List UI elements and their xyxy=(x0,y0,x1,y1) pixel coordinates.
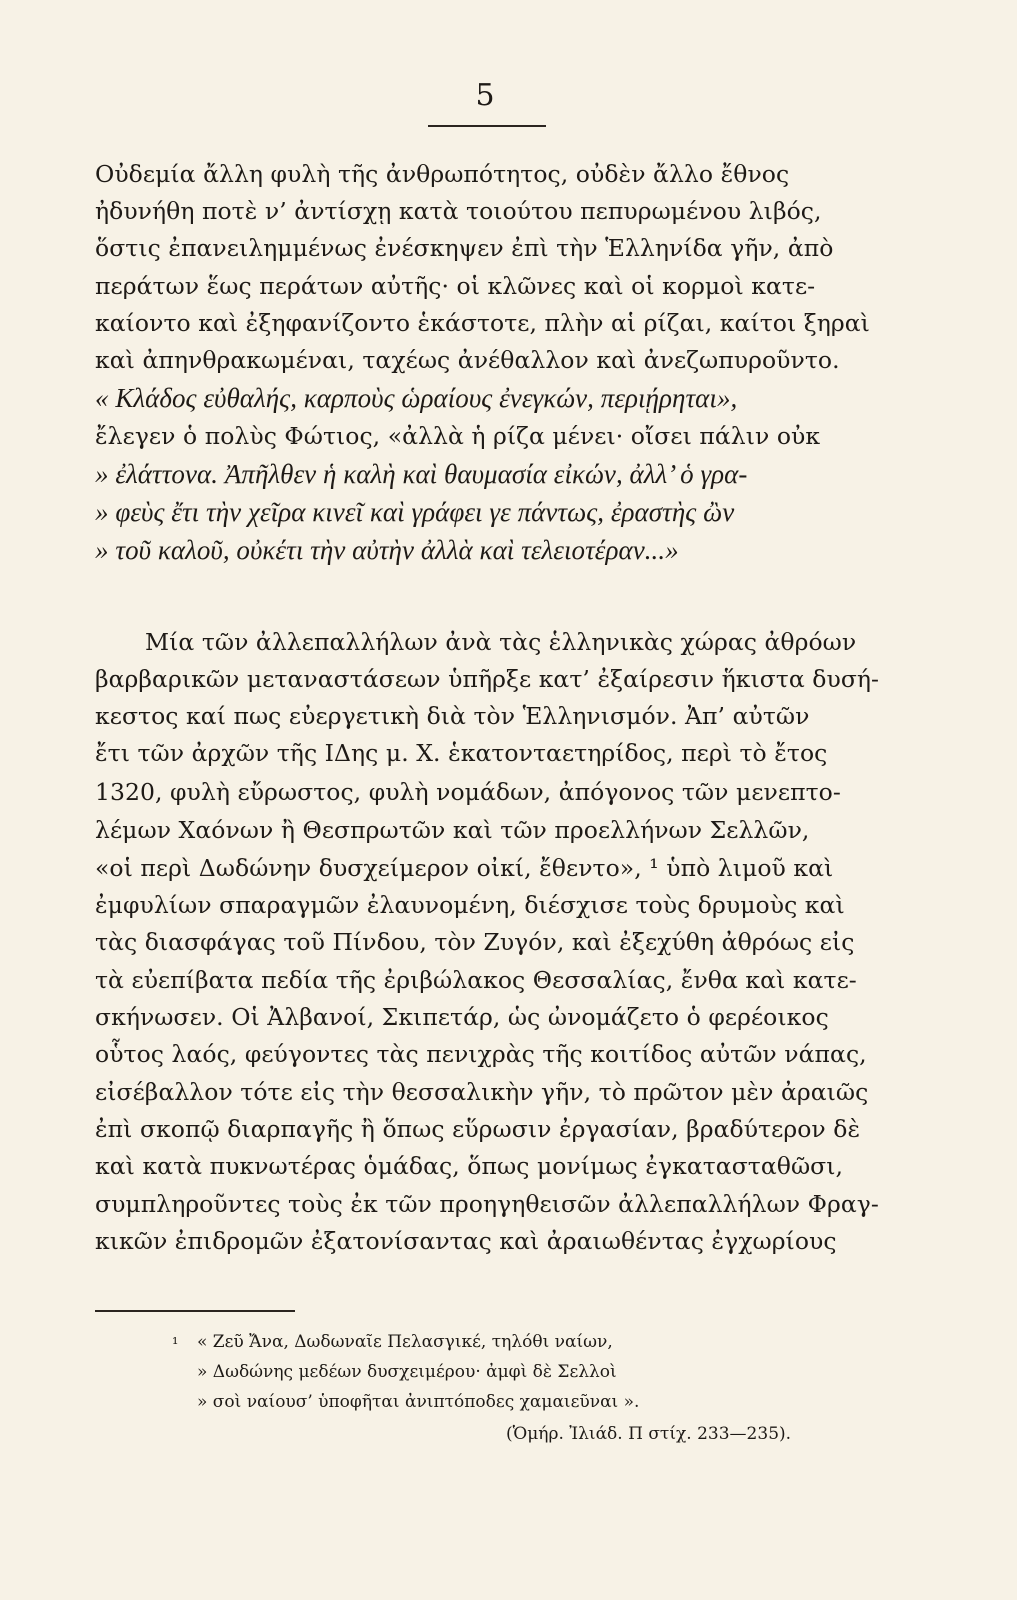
footnote-line: » σοὶ ναίουσ’ ὑποφῆται ἀνιπτόποδες χαμαιεῦναι ». xyxy=(197,1392,640,1412)
text-line: ἐπὶ σκοπῷ διαρπαγῆς ἢ ὅπως εὕρωσιν ἐργασίαν, βραδύτερον δὲ xyxy=(95,1115,861,1143)
quote-line: » τοῦ καλοῦ, οὐκέτι τὴν αὐτὴν ἀλλὰ καὶ τελειοτέραν...» xyxy=(95,535,679,565)
quote-line: » φεὺς ἔτι τὴν χεῖρα κινεῖ καὶ γράφει γε πάντως, ἐραστὴς ὢν xyxy=(95,497,735,527)
footnote-line: » Δωδώνης μεδέων δυσχειμέρου· ἀμφὶ δὲ Σελλοὶ xyxy=(197,1362,617,1382)
text-line: λέμων Χαόνων ἢ Θεσπρωτῶν καὶ τῶν προελλήνων Σελλῶν, xyxy=(95,816,810,844)
text-line: 1320, φυλὴ εὔρωστος, φυλὴ νομάδων, ἀπόγονος τῶν μενεπτο- xyxy=(95,778,841,806)
text-line: Μία τῶν ἀλλεπαλλήλων ἀνὰ τὰς ἑλληνικὰς χώρας ἀθρόων xyxy=(145,628,857,656)
page-number-rule xyxy=(428,125,546,127)
footnote-line: « Ζεῦ Ἄνα, Δωδωναῖε Πελασγικέ, τηλόθι ναίων, xyxy=(197,1332,613,1352)
text-line: τὰς διασφάγας τοῦ Πίνδου, τὸν Ζυγόν, καὶ ἐξεχύθη ἀθρόως εἰς xyxy=(95,928,855,956)
text-line: ἠδυνήθη ποτὲ ν’ ἀντίσχῃ κατὰ τοιούτου πεπυρωμένου λιβός, xyxy=(95,197,822,225)
text-line: Οὐδεμία ἄλλη φυλὴ τῆς ἀνθρωπότητος, οὐδὲν ἄλλο ἔθνος xyxy=(95,160,790,188)
footnote-separator xyxy=(95,1310,295,1312)
text-line: κεστος καί πως εὐεργετικὴ διὰ τὸν Ἑλληνισμόν. Ἀπ’ αὐτῶν xyxy=(95,702,810,730)
text-line: «οἱ περὶ Δωδώνην δυσχείμερον οἰκί, ἔθεντο», ¹ ὑπὸ λιμοῦ καὶ xyxy=(95,854,834,882)
footnote-source: (Ὁμήρ. Ἰλιάδ. Π στίχ. 233—235). xyxy=(506,1424,792,1444)
text-line: ἐμφυλίων σπαραγμῶν ἐλαυνομένη, διέσχισε τοὺς δρυμοὺς καὶ xyxy=(95,891,845,919)
quote-line: » ἐλάττονα. Ἀπῆλθεν ἡ καλὴ καὶ θαυμασία εἰκών, ἀλλ’ ὁ γρα- xyxy=(95,459,748,489)
text-line: καὶ ἀπηνθρακωμέναι, ταχέως ἀνέθαλλον καὶ ἀνεζωπυροῦντο. xyxy=(95,346,840,374)
text-line: καίοντο καὶ ἐξηφανίζοντο ἑκάστοτε, πλὴν αἱ ρίζαι, καίτοι ξηραὶ xyxy=(95,309,870,337)
text-line: σκήνωσεν. Οἱ Ἀλβανοί, Σκιπετάρ, ὡς ὠνομάζετο ὁ φερέοικος xyxy=(95,1003,829,1031)
text-line: βαρβαρικῶν μεταναστάσεων ὑπῆρξε κατ’ ἐξαίρεσιν ἥκιστα δυσή- xyxy=(95,665,880,693)
text-line: περάτων ἕως περάτων αὐτῆς· οἱ κλῶνες καὶ οἱ κορμοὶ κατε- xyxy=(95,272,816,300)
text-line: καὶ κατὰ πυκνωτέρας ὁμάδας, ὅπως μονίμως ἐγκατασταθῶσι, xyxy=(95,1152,844,1180)
page-number: 5 xyxy=(475,78,495,113)
quote-line: ἔλεγεν ὁ πολὺς Φώτιος, «ἀλλὰ ἡ ρίζα μένει· οἴσει πάλιν οὐκ xyxy=(95,422,821,450)
text-line: ὅστις ἐπανειλημμένως ἐνέσκηψεν ἐπὶ τὴν Ἑλληνίδα γῆν, ἀπὸ xyxy=(95,234,834,262)
text-line: οὗτος λαός, φεύγοντες τὰς πενιχρὰς τῆς κοιτίδος αὐτῶν νάπας, xyxy=(95,1040,867,1068)
text-line: κικῶν ἐπιδρομῶν ἐξατονίσαντας καὶ ἀραιωθέντας ἐγχωρίους xyxy=(95,1227,837,1255)
footnote-marker: ¹ xyxy=(172,1334,179,1353)
text-line: ἔτι τῶν ἀρχῶν τῆς ΙΔης μ. Χ. ἑκατονταετηρίδος, περὶ τὸ ἔτος xyxy=(95,739,828,767)
quote-line: « Κλάδος εὐθαλής, καρποὺς ὡραίους ἐνεγκών, περιῄρηται», xyxy=(95,383,738,413)
text-line: τὰ εὐεπίβατα πεδία τῆς ἐριβώλακος Θεσσαλίας, ἔνθα καὶ κατε- xyxy=(95,966,857,994)
text-line: εἰσέβαλλον τότε εἰς τὴν θεσσαλικὴν γῆν, τὸ πρῶτον μὲν ἀραιῶς xyxy=(95,1078,869,1106)
text-line: συμπληροῦντες τοὺς ἐκ τῶν προηγηθεισῶν ἀλλεπαλλήλων Φραγ- xyxy=(95,1190,879,1218)
